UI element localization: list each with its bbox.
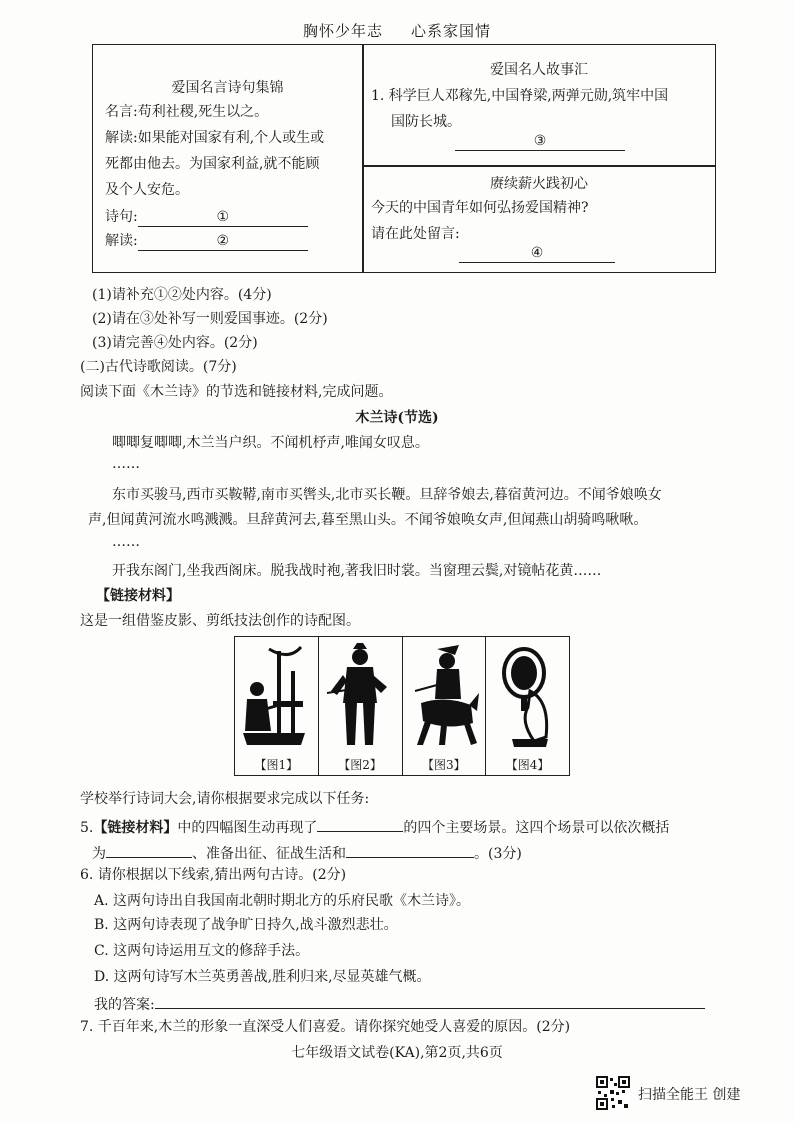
interp-line-3: 及个人安危。 bbox=[105, 182, 189, 198]
link-material-label: 【链接材料】 bbox=[96, 588, 180, 604]
q6-answer-field bbox=[94, 991, 705, 1014]
quote-line: 名言:苟利社稷,死生以之。 bbox=[105, 104, 269, 120]
link-material-intro: 这是一组借鉴皮影、剪纸技法创作的诗配图。 bbox=[80, 613, 360, 629]
message-line-1: 今天的中国青年如何弘扬爱国精神? bbox=[371, 200, 589, 216]
poem-stanza-3: 开我东阁门,坐我西阁床。脱我战时袍,著我旧时裳。当窗理云鬓,对镜帖花黄…… bbox=[112, 563, 602, 579]
question-7: 7. 千百年来,木兰的形象一直深受人们喜爱。请你探究她受人喜爱的原因。(2分) bbox=[80, 1019, 571, 1035]
message-blank-field bbox=[459, 245, 615, 263]
interp-field bbox=[105, 230, 308, 251]
q6-clue-a: A. 这两句诗出自我国南北朝时期北方的乐府民歌《木兰诗》。 bbox=[94, 893, 471, 909]
q5-text-4: 、准备出征、征战生活和 bbox=[192, 846, 346, 862]
poem-ellipsis-2: …… bbox=[112, 534, 140, 550]
poem-title: 木兰诗(节选) bbox=[355, 410, 439, 426]
illustration-1 bbox=[235, 637, 319, 775]
message-line-2: 请在此处留言: bbox=[371, 226, 460, 242]
q5-number: 5. bbox=[80, 820, 94, 836]
poem-label: 诗句: bbox=[105, 209, 138, 225]
question-6-stem: 6. 请你根据以下线索,猜出两句古诗。(2分) bbox=[80, 867, 347, 883]
q5-blank-2[interactable] bbox=[106, 840, 192, 858]
poem-ellipsis-1: …… bbox=[112, 456, 140, 472]
illustration-3 bbox=[403, 637, 487, 775]
page-header bbox=[0, 20, 794, 41]
q6-answer-label: 我的答案: bbox=[94, 997, 155, 1013]
header-left: 胸怀少年志 bbox=[302, 22, 383, 40]
q6-answer-blank[interactable] bbox=[155, 991, 705, 1009]
q6-clue-c: C. 这两句诗运用互文的修辞手法。 bbox=[94, 943, 310, 959]
poem-stanza-2b: 声,但闻黄河流水鸣溅溅。旦辞黄河去,暮至黑山头。不闻爷娘唤女声,但闻燕山胡骑鸣啾啾。 bbox=[88, 512, 648, 528]
loom-weaving-icon bbox=[239, 641, 313, 753]
task-2: (2)请在③处补写一则爱国事迹。(2分) bbox=[92, 311, 328, 327]
interp-line-2: 死都由他去。为国家利益,就不能顾 bbox=[105, 156, 320, 172]
illustration-2 bbox=[319, 637, 403, 775]
illustration-strip bbox=[234, 636, 570, 776]
message-blank[interactable]: ④ bbox=[459, 245, 615, 263]
right-top-title: 爱国名人故事汇 bbox=[490, 62, 588, 78]
section-2-intro: 阅读下面《木兰诗》的节选和链接材料,完成问题。 bbox=[80, 384, 393, 400]
q5-text-1: 中的四幅图生动再现了 bbox=[177, 820, 318, 836]
illustration-4 bbox=[486, 637, 569, 775]
task-3: (3)请完善④处内容。(2分) bbox=[92, 335, 258, 351]
school-task-intro: 学校举行诗词大会,请你根据要求完成以下任务: bbox=[80, 791, 370, 807]
interp-line-1: 解读:如果能对国家有利,个人或生或 bbox=[105, 130, 325, 146]
page-footer: 七年级语文试卷(KA),第2页,共6页 bbox=[291, 1045, 503, 1061]
story-line-1: 1. 科学巨人邓稼先,中国脊梁,两弹元勋,筑牢中国 bbox=[371, 88, 669, 104]
qr-code-icon bbox=[596, 1076, 630, 1110]
q6-clue-b: B. 这两句诗表现了战争旷日持久,战斗激烈悲壮。 bbox=[94, 917, 398, 933]
question-5-line-2 bbox=[92, 840, 522, 863]
activity-table bbox=[92, 44, 716, 273]
q5-text-3: 为 bbox=[92, 846, 106, 862]
header-right: 心系家国情 bbox=[411, 22, 492, 40]
right-bottom-title: 赓续薪火践初心 bbox=[490, 176, 588, 192]
q5-blank-3[interactable] bbox=[346, 840, 474, 858]
q6-clue-d: D. 这两句诗写木兰英勇善战,胜利归来,尽显英雄气概。 bbox=[94, 969, 431, 985]
q5-blank-1[interactable] bbox=[317, 814, 403, 832]
q5-text-2: 的四个主要场景。这四个场景可以依次概括 bbox=[403, 820, 670, 836]
question-5-line-1 bbox=[80, 814, 669, 837]
table-divider-vertical bbox=[362, 45, 364, 272]
poem-blank[interactable]: ① bbox=[138, 209, 308, 227]
illustration-4-caption: 【图4】 bbox=[505, 758, 550, 772]
q5-link-ref: 【链接材料】 bbox=[93, 820, 178, 836]
mirror-hand-icon bbox=[490, 641, 564, 753]
illustration-3-caption: 【图3】 bbox=[422, 758, 466, 772]
story-blank[interactable]: ③ bbox=[455, 133, 625, 151]
task-1: (1)请补充①②处内容。(4分) bbox=[92, 287, 272, 303]
illustration-2-caption: 【图2】 bbox=[338, 758, 382, 772]
poem-stanza-2a: 东市买骏马,西市买鞍鞯,南市买辔头,北市买长鞭。旦辞爷娘去,暮宿黄河边。不闻爷娘唤女 bbox=[112, 487, 662, 503]
poem-stanza-1: 唧唧复唧唧,木兰当户织。不闻机杼声,唯闻女叹息。 bbox=[112, 435, 429, 451]
horse-rider-icon bbox=[407, 641, 481, 753]
table-divider-horizontal bbox=[363, 165, 715, 167]
warrior-figure-icon bbox=[323, 641, 397, 753]
story-blank-field bbox=[455, 133, 625, 151]
scanner-watermark: 扫描全能王 创建 bbox=[638, 1087, 741, 1103]
interp-label: 解读: bbox=[105, 233, 138, 249]
story-line-2: 国防长城。 bbox=[391, 114, 461, 130]
section-2-heading: (二)古代诗歌阅读。(7分) bbox=[80, 359, 237, 375]
poem-field bbox=[105, 206, 308, 227]
interp-blank[interactable]: ② bbox=[138, 233, 308, 251]
illustration-1-caption: 【图1】 bbox=[254, 758, 299, 772]
left-cell-title: 爱国名言诗句集锦 bbox=[171, 80, 284, 96]
q5-text-5: 。(3分) bbox=[474, 846, 522, 862]
